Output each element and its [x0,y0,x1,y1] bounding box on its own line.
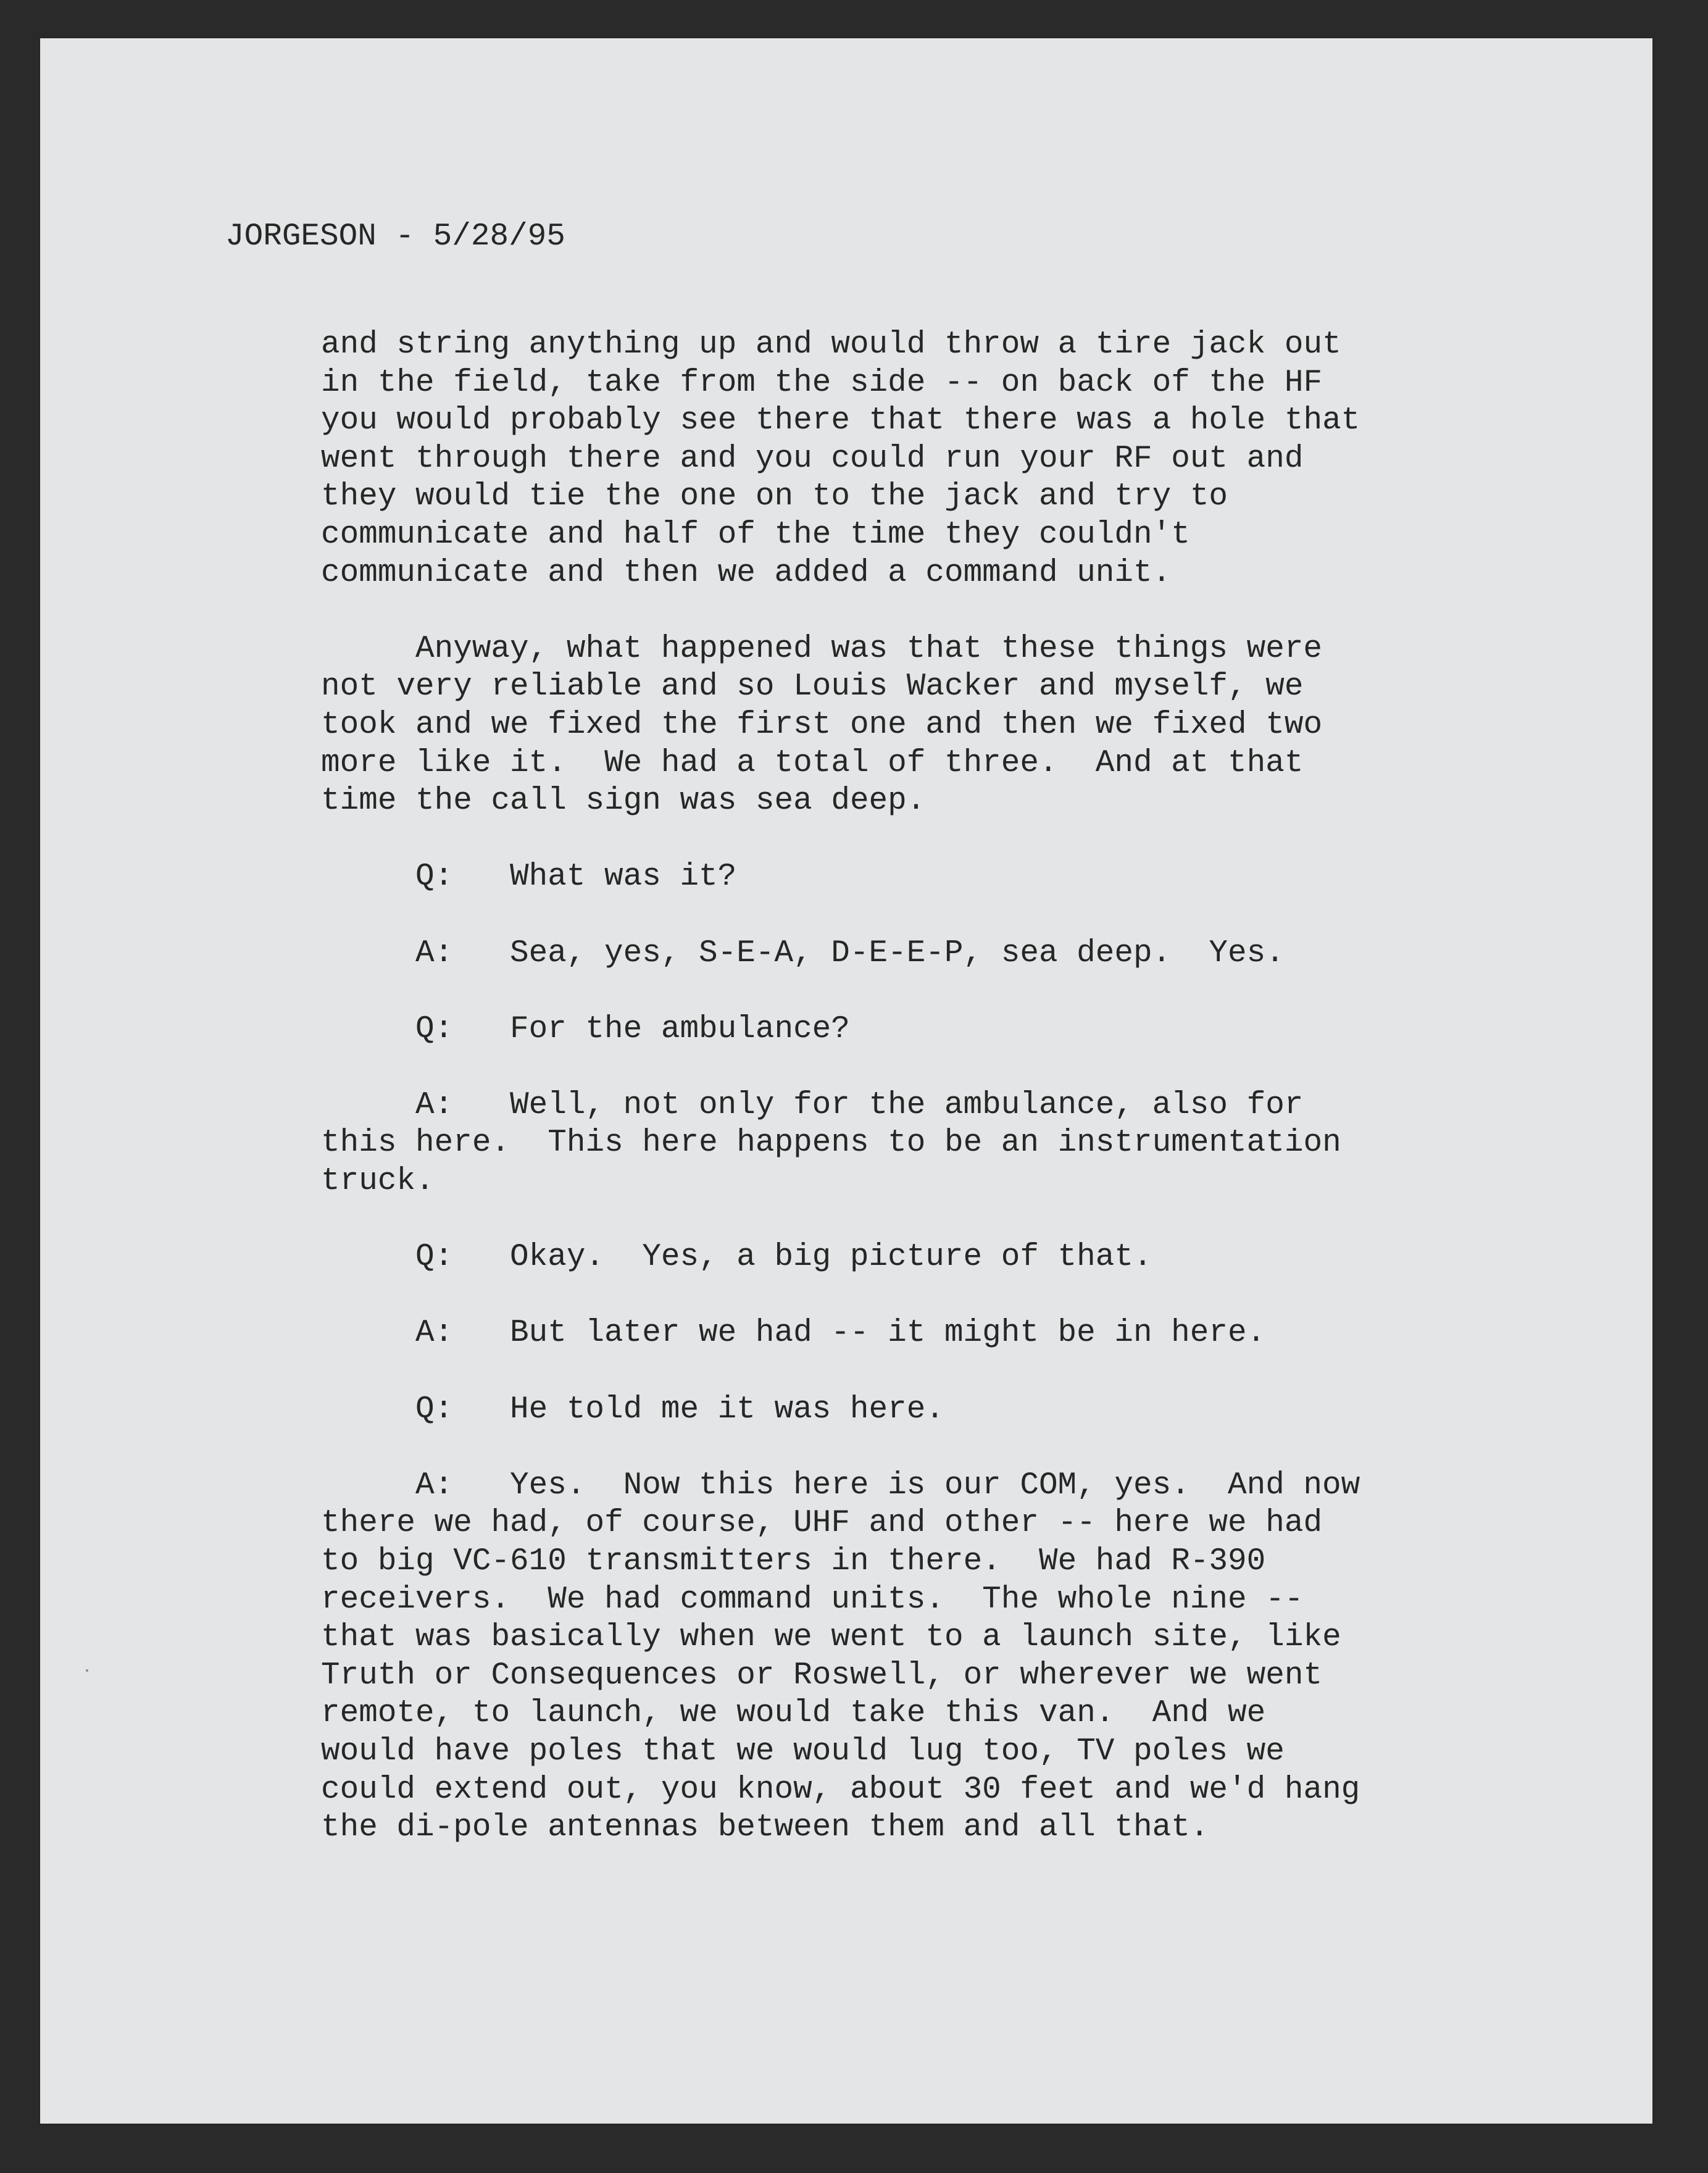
text-line: communicate and then we added a command unit. [321,555,1172,591]
question-paragraph [321,858,1407,896]
question-paragraph [321,1011,1407,1049]
answer-paragraph [321,1467,1407,1847]
text-line: in the field, take from the side -- on back of the HF [321,365,1323,401]
text-line: Sea, yes, S-E-A, D-E-E-P, sea deep. Yes. [510,935,1285,971]
speaker-label: Q: [415,1240,454,1275]
text-line: that was basically when we went to a launch site, like [321,1620,1341,1656]
text-line: not very reliable and so Louis Wacker and myself, we [321,669,1304,705]
document-page [40,38,1652,2124]
speaker-label: A: [415,1087,454,1123]
text-line: receivers. We had command units. The whole nine -- [321,1582,1304,1617]
text-line: time the call sign was sea deep. [321,783,926,819]
question-paragraph [321,1238,1407,1277]
page-header: JORGESON - 5/28/95 [225,219,565,254]
text-line: took and we fixed the first one and then we fixed two [321,707,1323,743]
text-line: Well, not only for the ambulance, also for [510,1087,1304,1123]
question-paragraph [321,1391,1407,1429]
text-line: they would tie the one on to the jack and try to [321,479,1228,515]
text-line: truck. [321,1164,435,1199]
speaker-label: A: [415,1316,454,1351]
text-line: to big VC-610 transmitters in there. We had R-390 [321,1544,1266,1579]
speaker-label: Q: [415,859,454,895]
text-line: went through there and you could run your RF out and [321,441,1304,477]
text-line: this here. This here happens to be an instrumentation [321,1125,1341,1161]
speaker-label: A: [415,935,454,971]
text-line: Truth or Consequences or Roswell, or wherever we went [321,1658,1323,1693]
text-line: For the ambulance? [510,1011,850,1047]
transcript-body [321,326,1407,1885]
text-line: more like it. We had a total of three. And at that [321,745,1304,781]
text-line: But later we had -- it might be in here. [510,1316,1266,1351]
text-line: would have poles that we would lug too, TV poles we [321,1733,1285,1769]
answer-paragraph [321,1314,1407,1353]
text-line: Anyway, what happened was that these things were [415,631,1323,667]
speaker-label: Q: [415,1011,454,1047]
text-line: there we had, of course, UHF and other -- here we had [321,1506,1323,1541]
text-line: Okay. Yes, a big picture of that. [510,1240,1152,1275]
answer-paragraph [321,935,1407,973]
text-line: He told me it was here. [510,1391,944,1427]
text-line: could extend out, you know, about 30 feet and we'd hang [321,1772,1360,1808]
transcript-paragraph [321,630,1407,820]
text-line: and string anything up and would throw a tire jack out [321,327,1341,362]
text-line: the di-pole antennas between them and all that. [321,1810,1209,1846]
text-line: Yes. Now this here is our COM, yes. And now [510,1467,1360,1503]
transcript-paragraph [321,326,1407,592]
speaker-label: Q: [415,1391,454,1427]
scan-speck [86,1669,88,1672]
answer-paragraph [321,1086,1407,1201]
text-line: What was it? [510,859,737,895]
speaker-label: A: [415,1467,454,1503]
text-line: you would probably see there that there was a hole that [321,403,1360,439]
text-line: communicate and half of the time they couldn't [321,517,1190,553]
text-line: remote, to launch, we would take this van. And we [321,1696,1266,1732]
